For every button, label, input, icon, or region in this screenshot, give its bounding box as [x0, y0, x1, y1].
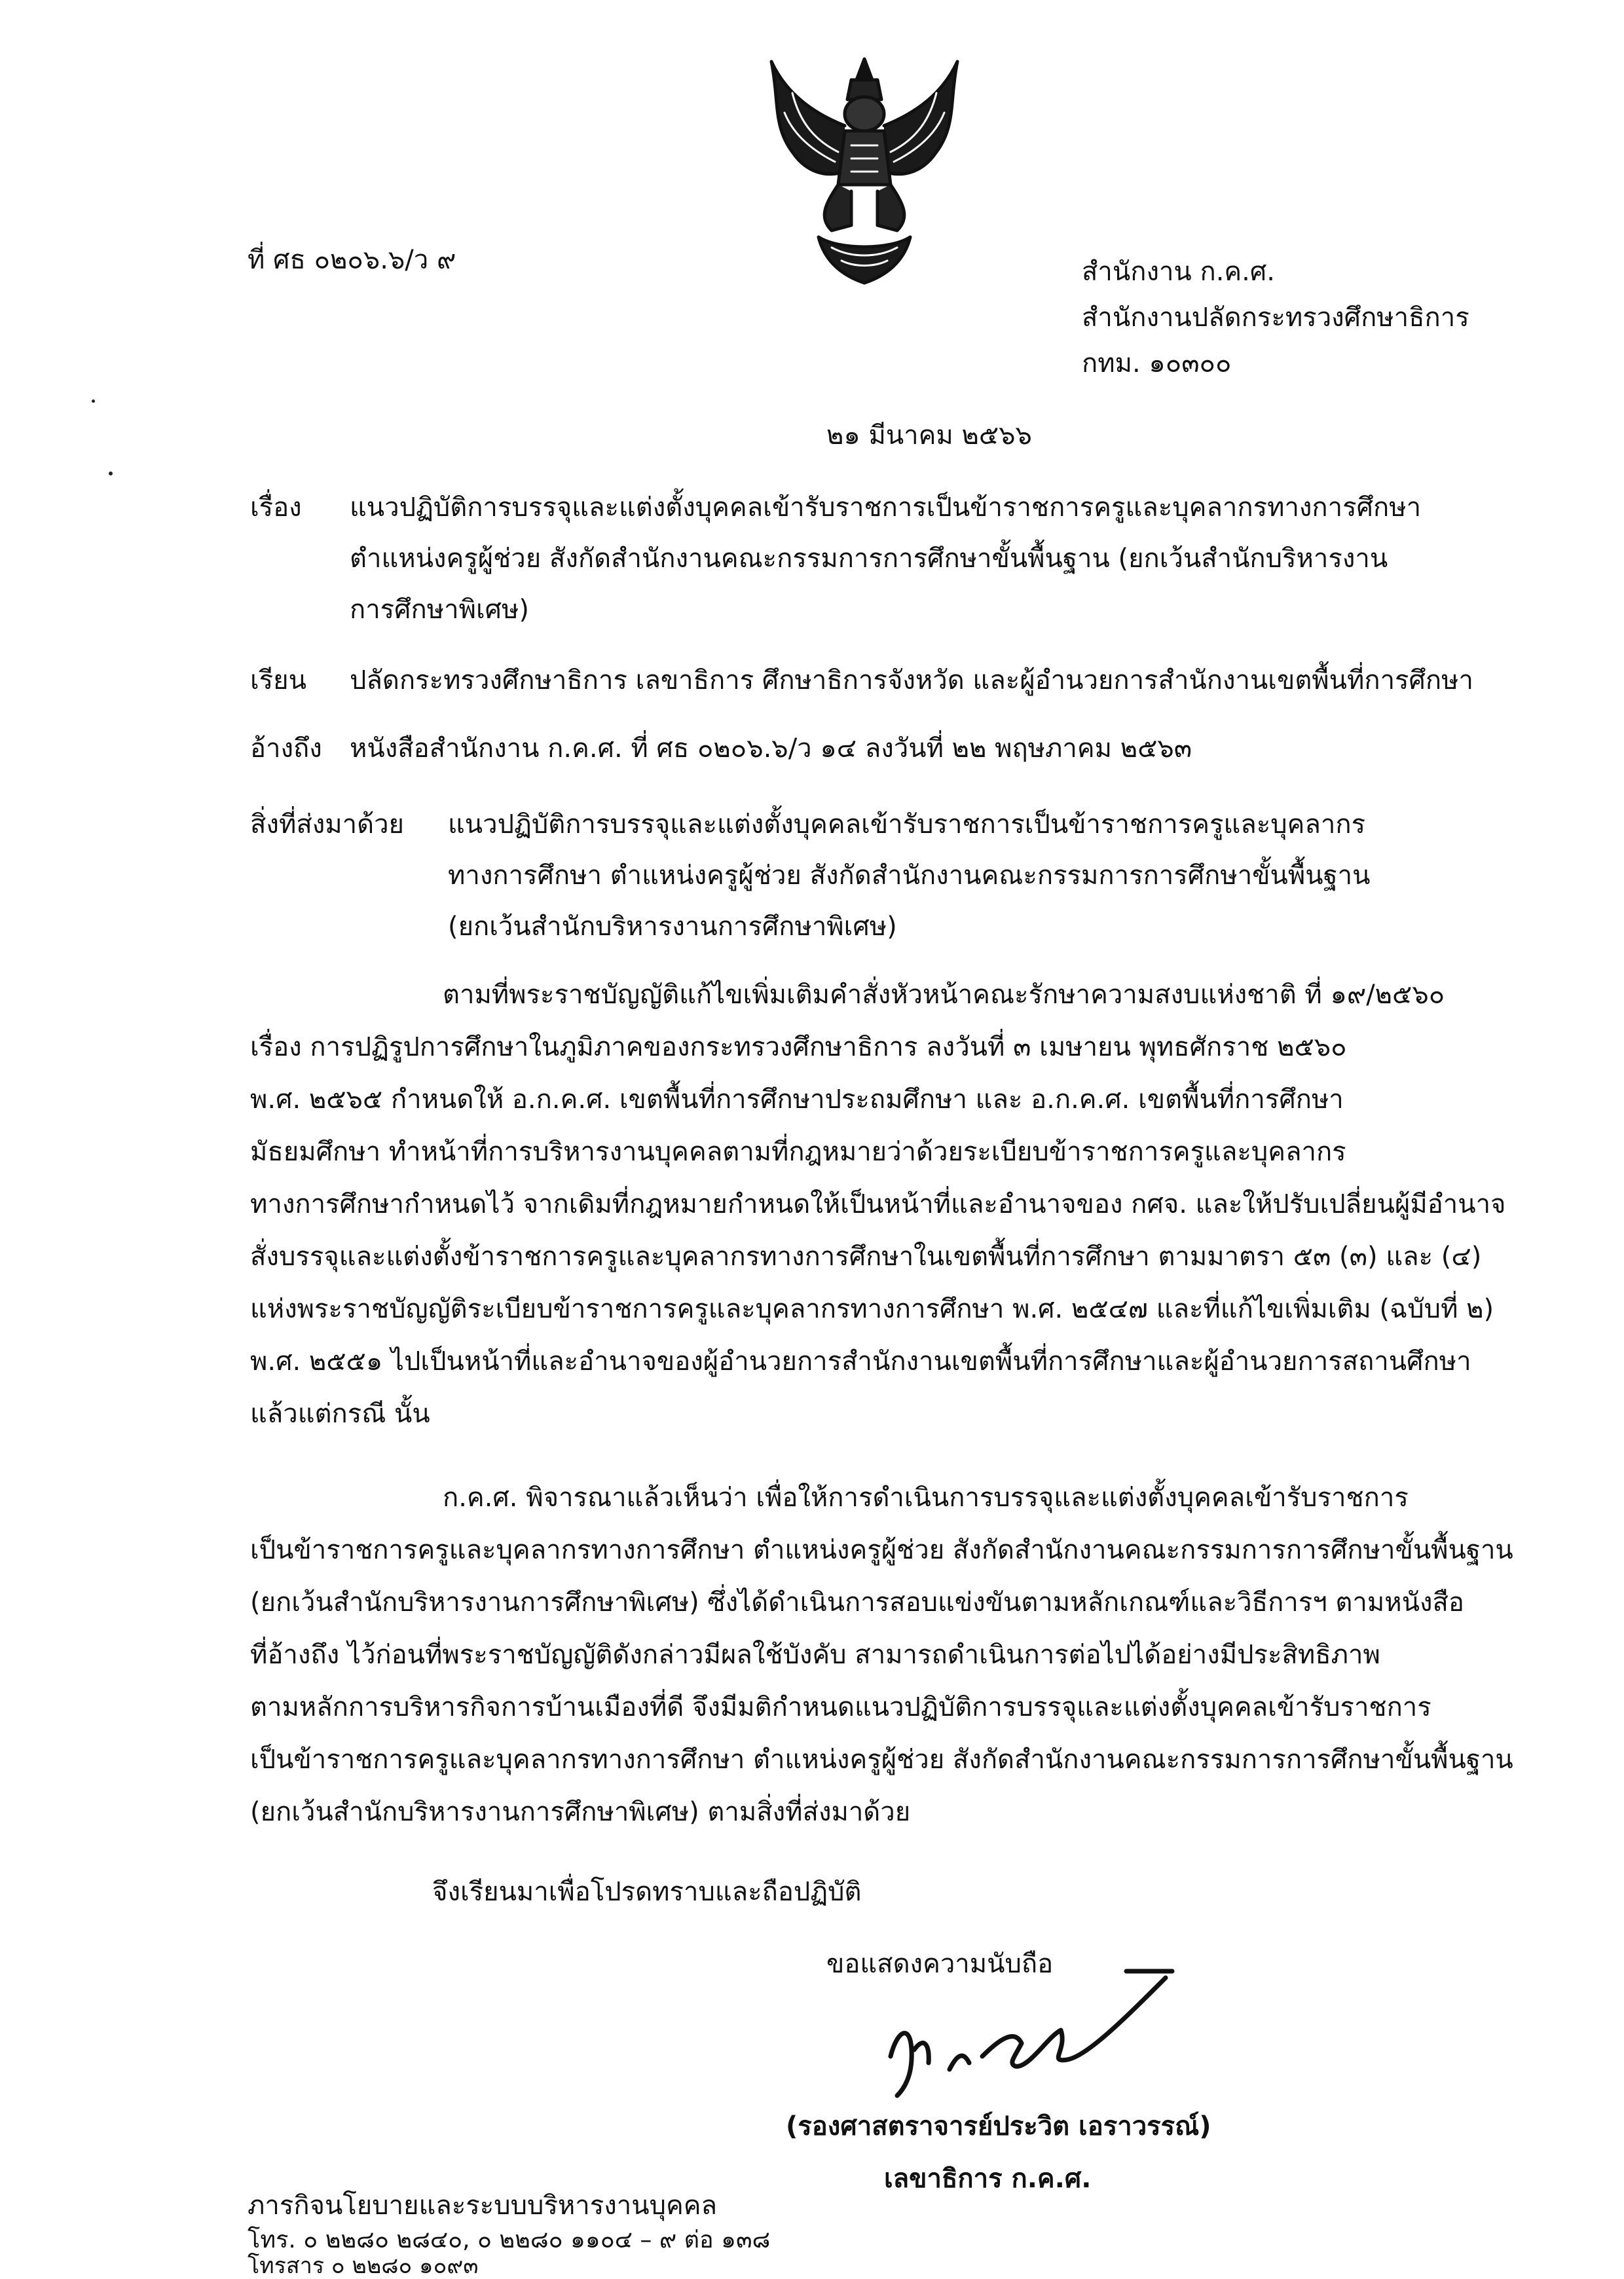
paragraph-line: ตามที่พระราชบัญญัติแก้ไขเพิ่มเติมคำสั่งหัวหน้าคณะรักษาความสงบแห่งชาติ ที่ ๑๙/๒๕๖๐: [443, 980, 1445, 1010]
enclosure-line: ทางการศึกษา ตำแหน่งครูผู้ช่วย สังกัดสำนักงานคณะกรรมการการศึกษาขั้นพื้นฐาน: [448, 861, 1371, 891]
enclosure-line: (ยกเว้นสำนักบริหารงานการศึกษาพิเศษ): [448, 912, 897, 942]
paragraph-line: พ.ศ. ๒๕๖๕ กำหนดให้ อ.ก.ค.ศ. เขตพื้นที่การศึกษาประถมศึกษา และ อ.ก.ค.ศ. เขตพื้นที่การศึกษา: [250, 1084, 1344, 1115]
enclosure-line: แนวปฏิบัติการบรรจุและแต่งตั้งบุคคลเข้ารับราชการเป็นข้าราชการครูและบุคลากร: [448, 809, 1366, 840]
salutation-label: เรียน: [250, 665, 306, 695]
paragraph-line: เรื่อง การปฏิรูปการศึกษาในภูมิภาคของกระทรวงศึกษาธิการ ลงวันที่ ๓ เมษายน พุทธศักราช ๒๕๖๐: [250, 1032, 1347, 1062]
signer-title: เลขาธิการ ก.ค.ศ.: [884, 2164, 1092, 2194]
reference-label: อ้างถึง: [250, 733, 322, 764]
paragraph-line: ก.ค.ศ. พิจารณาแล้วเห็นว่า เพื่อให้การดำเนินการบรรจุและแต่งตั้งบุคคลเข้ารับราชการ: [443, 1483, 1409, 1513]
paragraph-line: ที่อ้างถึง ไว้ก่อนที่พระราชบัญญัติดังกล่าวมีผลใช้บังคับ สามารถดำเนินการต่อไปได้อย่างมีประสิทธิภาพ: [250, 1640, 1380, 1670]
closing-request: จึงเรียนมาเพื่อโปรดทราบและถือปฏิบัติ: [432, 1877, 862, 1907]
org-office: สำนักงานปลัดกระทรวงศึกษาธิการ: [1082, 303, 1469, 333]
paragraph-line: สั่งบรรจุและแต่งตั้งข้าราชการครูและบุคลากรทางการศึกษาในเขตพื้นที่การศึกษา ตามมาตรา ๕๓ (๓) และ (๔): [250, 1242, 1482, 1272]
subject-line: ตำแหน่งครูผู้ช่วย สังกัดสำนักงานคณะกรรมการการศึกษาขั้นพื้นฐาน (ยกเว้นสำนักบริหารงาน: [350, 544, 1388, 574]
footer-fax: โทรสาร ๐ ๒๒๘๐ ๑๐๙๓: [248, 2253, 479, 2279]
footer-department: ภารกิจนโยบายและระบบบริหารงานบุคคล: [248, 2191, 717, 2221]
document-number: ที่ ศธ ๐๒๐๖.๖/ว ๙: [248, 245, 456, 275]
paragraph-line: แห่งพระราชบัญญัติระเบียบข้าราชการครูและบุคลากรทางการศึกษา พ.ศ. ๒๕๔๗ และที่แก้ไขเพิ่มเติม (ฉบับที่ ๒): [250, 1294, 1494, 1324]
subject-label: เรื่อง: [250, 492, 302, 523]
paragraph-line: ตามหลักการบริหารกิจการบ้านเมืองที่ดี จึงมีมติกำหนดแนวปฏิบัติการบรรจุและแต่งตั้งบุคคลเข้ารับราชการ: [250, 1692, 1431, 1722]
footer-phone: โทร. ๐ ๒๒๘๐ ๒๘๔๐, ๐ ๒๒๘๐ ๑๑๐๔ – ๙ ต่อ ๑๓๘: [248, 2227, 771, 2253]
paragraph-line: (ยกเว้นสำนักบริหารงานการศึกษาพิเศษ) ตามสิ่งที่ส่งมาด้วย: [250, 1797, 911, 1827]
reference-text: หนังสือสำนักงาน ก.ค.ศ. ที่ ศธ ๐๒๐๖.๖/ว ๑๔ ลงวันที่ ๒๒ พฤษภาคม ๒๕๖๓: [350, 733, 1192, 764]
subject-line: แนวปฏิบัติการบรรจุและแต่งตั้งบุคคลเข้ารับราชการเป็นข้าราชการครูและบุคลากรทางการศึกษา: [350, 492, 1422, 523]
org-postal: กทม. ๑๐๓๐๐: [1082, 348, 1232, 379]
signature-image: [851, 1958, 1192, 2115]
paragraph-line: พ.ศ. ๒๕๕๑ ไปเป็นหน้าที่และอำนาจของผู้อำนวยการสำนักงานเขตพื้นที่การศึกษาและผู้อำนวยการสถานศึกษา: [250, 1346, 1471, 1377]
scan-speck: [109, 472, 113, 475]
org-name: สำนักงาน ก.ค.ศ.: [1082, 257, 1275, 287]
paragraph-line: เป็นข้าราชการครูและบุคลากรทางการศึกษา ตำแหน่งครูผู้ช่วย สังกัดสำนักงานคณะกรรมการการศึกษาขั้นพื้นฐาน: [250, 1535, 1513, 1565]
paragraph-line: มัธยมศึกษา ทำหน้าที่การบริหารงานบุคคลตามที่กฎหมายว่าด้วยระเบียบข้าราชการครูและบุคลากร: [250, 1137, 1346, 1167]
garuda-emblem-icon: [753, 54, 976, 289]
salutation-text: ปลัดกระทรวงศึกษาธิการ เลขาธิการ ศึกษาธิการจังหวัด และผู้อำนวยการสำนักงานเขตพื้นที่การศึกษา: [350, 665, 1473, 695]
enclosure-label: สิ่งที่ส่งมาด้วย: [250, 809, 404, 840]
paragraph-line: เป็นข้าราชการครูและบุคลากรทางการศึกษา ตำแหน่งครูผู้ช่วย สังกัดสำนักงานคณะกรรมการการศึกษาขั้นพื้นฐาน: [250, 1745, 1513, 1775]
paragraph-line: (ยกเว้นสำนักบริหารงานการศึกษาพิเศษ) ซึ่งได้ดำเนินการสอบแข่งขันตามหลักเกณฑ์และวิธีการฯ ตามหนังสือ: [250, 1587, 1464, 1618]
closing-regards: ขอแสดงความนับถือ: [826, 1949, 1054, 1979]
paragraph-line: ทางการศึกษากำหนดไว้ จากเดิมที่กฎหมายกำหนดให้เป็นหน้าที่และอำนาจของ กศจ. และให้ปรับเปลี่ยนผู้มีอำนาจ: [250, 1189, 1506, 1219]
scan-speck: [92, 399, 95, 403]
signer-name: (รองศาสตราจารย์ประวิต เอราวรรณ์): [786, 2111, 1211, 2141]
subject-line: การศึกษาพิเศษ): [350, 595, 530, 625]
paragraph-line: แล้วแต่กรณี นั้น: [250, 1399, 430, 1429]
letter-date: ๒๑ มีนาคม ๒๕๖๖: [826, 420, 1032, 451]
